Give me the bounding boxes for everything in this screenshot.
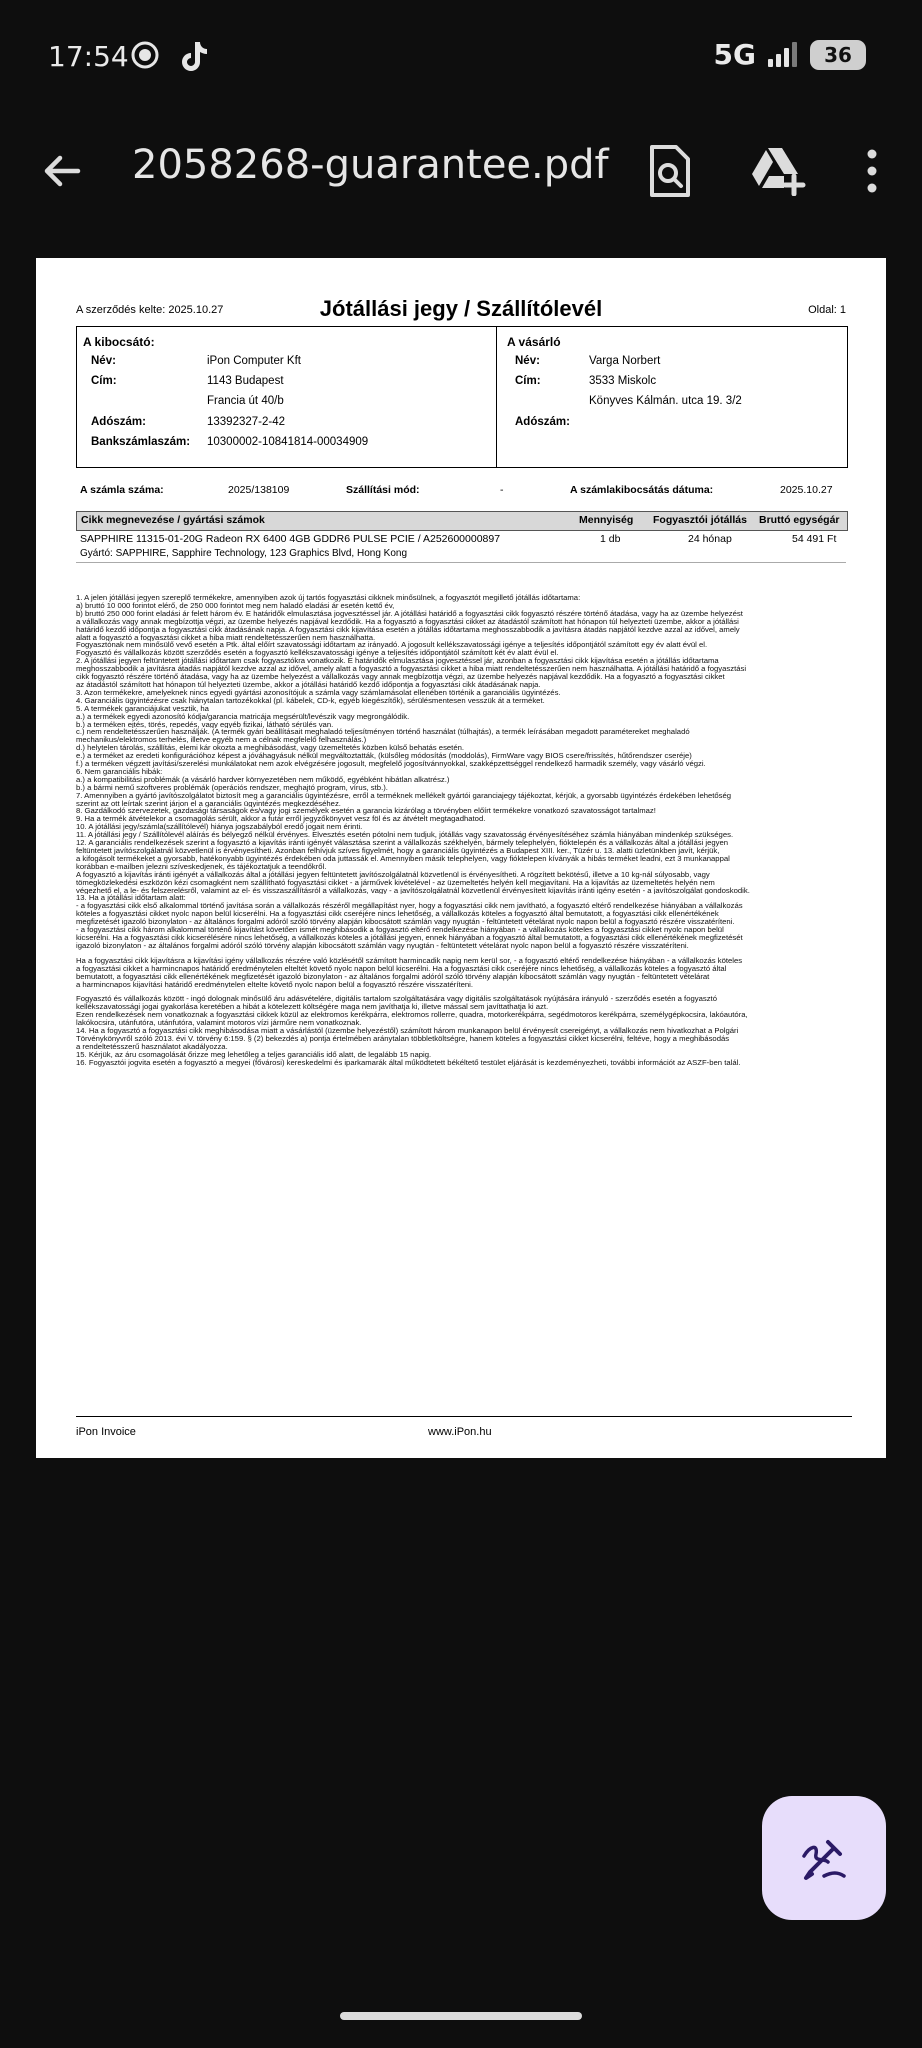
status-notification-icons bbox=[130, 40, 208, 72]
signal-icon bbox=[766, 41, 800, 69]
terms-line: 16. Fogyasztói jogvita esetén a fogyasztó a megyei (fővárosi) kereskedelmi és iparkamarák által működtetett békéltető testület eljárását is kezdeményezheti, további információt az ASZF-ben talál. bbox=[76, 1058, 741, 1067]
table-row bbox=[80, 531, 846, 547]
terms-line: a rendeltetésszerű használatot akadályozza. bbox=[76, 1042, 228, 1051]
screen-record-icon bbox=[130, 40, 160, 70]
issuer-name: iPon Computer Kft bbox=[207, 355, 301, 367]
invoice-date: 2025.10.27 bbox=[780, 484, 833, 496]
status-time: 17:54 bbox=[48, 40, 129, 73]
contract-date: A szerződés kelte: 2025.10.27 bbox=[76, 304, 224, 316]
terms-line: 7. Amennyiben a gyártó javítószolgálatot biztosít meg a garanciális ügyintézésre, erről a terméknek mellékelt gyártói garanciajegy tájékoztat, kérjük, a gyorsabb ügyintézés érdekében lehetőség bbox=[76, 791, 732, 800]
terms-line: a.) a kompatibilitási problémák (a vásárló hardver környezetében nem működő, egyébként hibátlan alkatrész.) bbox=[76, 775, 450, 784]
terms-line: 12. A garanciális rendelkezések szerint a fogyasztó a kijavítás iránti igényét választása szerint a vállalkozás székhelyén, bármely telephelyén, fióktelepén és a vállalkozás által a jótállási jegyen bbox=[76, 839, 729, 847]
issuer-bank-label: Bankszámlaszám: bbox=[91, 436, 191, 448]
terms-line: kellékszavatossági jogai gyakorlása keretében a hibát a kötelezett költségére maga nem javíthatja ki, illetve mással sem javíttathatja ki azt. bbox=[76, 1003, 549, 1012]
buyer-address-row bbox=[515, 375, 656, 387]
invoice-info bbox=[80, 484, 846, 500]
terms-line: alatt a fogyasztó a fogyasztási cikket a hiba miatt rendeltetésszerűen nem használhatta. bbox=[76, 633, 376, 642]
app-bar bbox=[0, 120, 922, 220]
col-price: Bruttó egységár bbox=[759, 514, 840, 526]
warranty-terms bbox=[76, 594, 852, 1067]
invoice-number-label: A számla száma: bbox=[80, 484, 164, 496]
issuer-tax: 13392327-2-42 bbox=[207, 416, 286, 428]
document-heading: Jótállási jegy / Szállítólevél bbox=[319, 296, 603, 321]
terms-line: 4. Garanciális ügyintézésre csak hiánytalan tartozékokkal (pl. kábelek, CD-k, egyéb kiegészítők), sérülésmentesen vesszük át a terméket. bbox=[76, 696, 545, 705]
terms-line: 11. A jótállási jegy / Szállítólevél aláírás és bélyegző nélkül érvényes. Elvesztés esetén pótolni nem tudjuk, jótállás vagy szavatosság érvényesítéséhez számla hiányában mindenkép szükséges. bbox=[76, 831, 734, 840]
terms-line: határidő kezdő időpontja a fogyasztási cikk átadásának napja. A fogyasztási cikk kijavítása esetén a jótállás időtartama meghosszabbodik a javításra átadás napjától kezdve azzal az idővel, amely bbox=[76, 625, 740, 634]
terms-line: Ezen rendelkezések nem vonatkoznak a fogyasztási cikkek közül az elektromos kerékpárra, elektromos rollerre, quadra, motorkerékpárra, segédmotoros kerékpárra, személygépkocsira, lakóautóra, bbox=[76, 1011, 748, 1020]
home-indicator[interactable] bbox=[340, 2012, 582, 2020]
buyer-name-label: Név: bbox=[515, 355, 540, 367]
terms-line: szerint az ott leírtak szerint járjon el a garanciális ügyintézés megkezdéséhez. bbox=[76, 799, 341, 808]
terms-line: 3. Azon termékekre, amelyeknek nincs egyedi gyártási azonosítójuk a számla vagy számlamásolat ellenében történik a garanciális ügyintézés. bbox=[76, 688, 561, 697]
terms-line: cikk fogyasztó részére történő átadása, vagy ha az üzembe helyezést a vállalkozás vagy annak megbízottja végzi, az üzembe helyezés napjával kezdődik. Ha a fogyasztó a fogyasztási cikket bbox=[76, 673, 725, 681]
col-warranty: Fogyasztói jótállás bbox=[653, 514, 747, 526]
terms-line: megfizetését igazoló bizonylaton - az általános forgalmi adóról szóló törvény alapján kibocsátott számlán vagy nyugtán - feltüntetett vételárat nyolc napon belül a fogyasztó részére visszatéríteni. bbox=[76, 918, 735, 927]
terms-line: feltüntetett javítószolgálatnál közvetlenül is érvényesítheti. Azonban felhívjuk szíves figyelmét, hogy a garanciális ügyintézés a Budapest XIII. ker., Tüzér u. 13. alatti üzletünkben javít, kérjük, bbox=[76, 847, 720, 855]
terms-line: d.) helytelen tárolás, szállítás, elemi kár okozta a meghibásodást, vagy üzemeltetés közben külső behatás esetén. bbox=[76, 744, 465, 753]
col-product: Cikk megnevezése / gyártási számok bbox=[81, 514, 265, 526]
terms-line: köteles a fogyasztási cikket nyolc napon belül kicserélni. Ha a fogyasztási cikk cseréjére nincs lehetőség, a vállalkozás köteles a fogyasztó által bemutatott, a fogyasztási cikk ellenértékének bbox=[76, 910, 719, 919]
col-quantity: Mennyiség bbox=[579, 514, 634, 526]
party-divider bbox=[496, 327, 497, 467]
issuer-address-row bbox=[91, 375, 284, 387]
terms-line: Fogyasztó és vállalkozás között szerződés esetén a fogyasztó kellékszavatossági igénye a teljesítés időpontjától számított két év alatt évül el. bbox=[76, 649, 559, 658]
terms-line: 2. A jótállási jegyen feltüntetett jótállási időtartam csak fogyasztókra vonatkozik. E határidők elmulasztása jogvesztéssel jár, azonban a fogyasztási cikk kijavítása esetén a jótállás időtartama bbox=[76, 657, 719, 666]
terms-line: - a fogyasztási cikk első alkalommal történő javítása során a vállalkozás részéről megállapítást nyer, hogy a fogyasztási cikk nem javítható, a fogyasztó eltérő rendelkezése hiányában a vállalkozás bbox=[76, 902, 743, 911]
row-price: 54 491 Ft bbox=[792, 533, 837, 545]
issuer-tax-label: Adószám: bbox=[91, 416, 146, 428]
terms-line: Fogyasztó és vállalkozás között - ingó dolognak minősülő áru adásvételére, digitális tartalom szolgáltatására vagy digitális szolgáltatások nyújtására irányuló - szerződés esetén a fogyasztó bbox=[76, 995, 717, 1004]
page-number: Oldal: 1 bbox=[808, 304, 846, 316]
buyer-address-line1: 3533 Miskolc bbox=[589, 375, 657, 387]
terms-line: az átadástól számított hat hónapon túl helyezteti üzembe, akkor a jótállási határidő kezdő időpontja a fogyasztási cikk átadásának napja. bbox=[76, 680, 541, 689]
terms-line: 6. Nem garanciális hibák: bbox=[76, 767, 163, 776]
party-box bbox=[76, 326, 848, 468]
terms-line: 14. Ha a fogyasztó a fogyasztási cikk meghibásodása miatt a vásárlástól (üzembe helyezéstől) számított három munkanapon belül érvényesít csereigényt, a vállalkozás nem hivatkozhat a Polgári bbox=[76, 1027, 739, 1035]
terms-line: 1. A jelen jótállási jegyen szereplő termékekre, amennyiben azok új tartós fogyasztási cikknek minősülnek, a fogyasztót megillető jótállás időtartama: bbox=[76, 594, 581, 602]
terms-line: a fogyasztási cikket a harmincnapos határidő eredménytelen elteltét követő nyolc napon belül kicserélni. Ha a fogyasztási cikk cseréjére nincs lehetőség, a vállalkozás köteles a fogyasztó által bbox=[76, 964, 727, 973]
terms-line: a) bruttó 10 000 forintot elérő, de 250 000 forintot meg nem haladó eladási ár esetén kettő év, bbox=[76, 601, 395, 610]
terms-line: 10. A jótállási jegy/számla(szállítólevél) hiánya jogszabályból eredő jogait nem érinti. bbox=[76, 823, 363, 832]
buyer-address-row2 bbox=[589, 395, 742, 407]
issuer-tax-row bbox=[91, 416, 285, 428]
terms-line: Törvénykönyvről szóló 2013. évi V. törvény 6:159. § (2) bekezdés a) pontja értelmében aránytalan többletköltségre, hanem köteles a fogyasztási cikket kicserélni, feltéve, hogy a meghibásodás bbox=[76, 1034, 730, 1043]
back-arrow-icon[interactable] bbox=[38, 146, 88, 196]
terms-line: b.) a bármi nemű szoftveres problémák (operációs rendszer, meghajtó program, vírus, stb.). bbox=[76, 783, 388, 792]
terms-line: 8. Gazdálkodó szervezetek, gazdasági társaságok és/vagy jogi személyek esetén a garancia kizárólag a törvényben előírt termékekre vonatkozó szavatosságot tartalmaz! bbox=[76, 807, 656, 816]
issuer-address-label: Cím: bbox=[91, 375, 117, 387]
issuer-bank: 10300002-10841814-00034909 bbox=[207, 436, 369, 448]
issuer-address-line1: 1143 Budapest bbox=[207, 375, 284, 387]
buyer-heading: A vásárló bbox=[507, 335, 561, 349]
terms-line: a kifogásolt termékeket a gyorsabb, hatékonyabb ügyintézés érdekében oda juttassák el. Amennyiben másik telephelyen, vagy fióktelepen kíványák a hibás terméket leadni, ezt 3 munkanappal bbox=[76, 854, 730, 863]
row-manufacturer: Gyártó: SAPPHIRE, Sapphire Technology, 123 Graphics Blvd, Hong Kong bbox=[80, 548, 408, 559]
buyer-name-row bbox=[515, 355, 660, 367]
row-product: SAPPHIRE 11315-01-20G Radeon RX 6400 4GB GDDR6 PULSE PCIE / A252600000897 bbox=[80, 533, 501, 545]
terms-gap bbox=[76, 988, 852, 995]
terms-line: 9. Ha a termék átvételekor a csomagolás sérült, akkor a futár erről jegyzőkönyvet vesz föl és az átvételt megtagadhatod. bbox=[76, 815, 486, 824]
pdf-page[interactable] bbox=[36, 258, 886, 1458]
terms-line: végezhető el, a le- és felszerelésről, valamint az el- és visszaszállításról a vállalkozás, vagy - a javítószolgálatnál közvetlenül érvényesített kijavítás iránti igény esetén - a javítószolgálat gondoskodik. bbox=[76, 886, 750, 895]
terms-line: igazoló bizonylaton - az általános forgalmi adóról szóló törvény alapján kibocsátott számlán vagy nyugtán - feltüntetett vételárat nyolc napon belül a fogyasztó részére visszatéríteni. bbox=[76, 941, 689, 950]
status-system-icons bbox=[714, 38, 866, 71]
terms-line: a harmincnapos kijavítási határidő eredménytelen eltelte követő nyolc napon belül a fogyasztó részére visszatéríteni. bbox=[76, 980, 473, 989]
invoice-number: 2025/138109 bbox=[228, 484, 290, 496]
buyer-tax-label: Adószám: bbox=[515, 416, 570, 428]
status-bar bbox=[0, 0, 922, 110]
terms-line: korábban e-mailben jelezni szíveskedjenek, és tájékoztatjuk a teendőkről. bbox=[76, 862, 327, 871]
buyer-name: Varga Norbert bbox=[589, 355, 661, 367]
terms-line: Ha a fogyasztási cikk kijavításra a kijavítási igény vállalkozás részére való közlésétől számított harmincadik napig nem kerül sor, - a fogyasztó eltérő rendelkezése hiányában - a vállalkozás köteles bbox=[76, 956, 743, 965]
items-table-header bbox=[76, 511, 848, 531]
add-to-drive-icon[interactable] bbox=[750, 144, 806, 196]
buyer-address-line2: Könyves Kálmán. utca 19. 3/2 bbox=[589, 395, 742, 407]
invoice-date-label: A számlakibocsátás dátuma: bbox=[570, 484, 714, 496]
issuer-name-row bbox=[91, 355, 301, 367]
terms-line: b) bruttó 250 000 forint eladási ár felett három év. E határidők elmulasztása jogvesztéssel jár. A jótállási határidő a fogyasztási cikk fogyasztó részére történő átadása, vagy ha az üzembe helyezést bbox=[76, 609, 743, 618]
terms-line: mechanikus/elektromos terhelés, illetve egyéb nem a célnak megfelelő felhasználás.) bbox=[76, 736, 367, 745]
terms-gap bbox=[76, 950, 852, 957]
more-options-icon[interactable] bbox=[862, 146, 882, 196]
terms-line: kicserélni. Ha a fogyasztási cikk kicserélésére nincs lehetőség, a vállalkozás köteles a jótállási jegyen, ennek hiányában a fogyasztó által bemutatott, a fogyasztási cikk ellenértékének megfizetését bbox=[76, 933, 743, 942]
terms-line: 15. Kérjük, az áru csomagolását őrizze meg lehetőleg a teljes garanciális idő alatt, de legalább 15 napig. bbox=[76, 1050, 432, 1059]
terms-line: b.) a terméken ejtés, törés, repedés, vagy egyéb fizikai, látható sérülés van. bbox=[76, 720, 334, 729]
terms-line: tömegközlekedési eszközön kézi csomagként nem szállítható fogyasztási cikket - a járművek kivételével - az üzemeltetés helyén kell megjavítani. Ha a kijavítás az üzemeltetés helyén nem bbox=[76, 878, 715, 887]
edit-fab[interactable] bbox=[762, 1796, 886, 1920]
search-document-icon[interactable] bbox=[646, 144, 692, 198]
tiktok-icon bbox=[178, 40, 208, 72]
table-divider bbox=[76, 562, 846, 563]
row-warranty: 24 hónap bbox=[688, 533, 732, 545]
terms-line: A fogyasztó a kijavítás iránti igényét a vállalkozás által a jótállási jegyen feltüntetett javítószolgálatnál közvetlenül is érvényesítheti. A rögzített bekötésű, illetve a 10 kg-nál súlyosabb, vagy bbox=[76, 870, 710, 879]
terms-line: lakókocsira, utánfutóra, utánfutóra, valamint motoros vízi járműre nem vonatkoznak. bbox=[76, 1019, 362, 1028]
buyer-tax-row bbox=[515, 416, 589, 428]
footer-left: iPon Invoice bbox=[76, 1426, 136, 1438]
terms-line: 13. Ha a jótállási időtartam alatt: bbox=[76, 894, 186, 903]
row-quantity: 1 db bbox=[600, 533, 621, 545]
issuer-address-line2: Francia út 40/b bbox=[207, 395, 284, 407]
terms-line: c.) nem rendeltetésszerűen használják. (A termék gyári beállításait meghaladó teljesítményen történő használat (túlhajtás), a termék leírásában megadott paramétereket meghaladó bbox=[76, 728, 690, 737]
issuer-heading: A kibocsátó: bbox=[83, 335, 155, 349]
buyer-address-label: Cím: bbox=[515, 375, 541, 387]
shipping-value: - bbox=[500, 484, 504, 496]
terms-line: f.) a terméken végzett javítási/szerelési munkálatokat nem azok elvégzésére jogosult, megfelelő jogosítvánnyokkal, szakképzettséggel rendelkező harmadik személy, vagy vásárló végzi. bbox=[76, 760, 706, 768]
footer-website: www.iPon.hu bbox=[428, 1426, 492, 1438]
terms-line: bemutatott, a fogyasztási cikk ellenértékének megfizetését igazoló bizonylaton - az általános forgalmi adóról szóló törvény alapján kibocsátott számlán vagy nyugtán - feltüntetett vételárat bbox=[76, 972, 710, 981]
terms-line: Fogyasztónak nem minősülő vevő esetén a Ptk. által előírt szavatossági időtartam az irányadó. A jogosult kellékszavatossági igénye a teljesítés időpontjától számított egy év alatt évül el. bbox=[76, 641, 708, 650]
terms-line: e.) a terméket az eredeti konfigurációhoz képest a jóváhagyásuk nélkül megváltoztatták, (külsőleg módosítás (moddolás), FirmWare vagy BIOS csere/frissítés, hűtőrendszer cseréje) bbox=[76, 752, 692, 761]
issuer-name-label: Név: bbox=[91, 355, 116, 367]
terms-line: a vállalkozás vagy annak megbízottja végzi, az üzembe helyezés napjával kezdődik. Ha a fogyasztó a fogyasztási cikket az átadástól számított hat hónapon túl helyezteti üzembe, akkor a jótállási bbox=[76, 617, 739, 626]
shipping-label: Szállítási mód: bbox=[346, 484, 420, 496]
terms-line: a.) a termékek egyedi azonosító kódja/garancia matricája megsérült/levészik vagy megrongálódik. bbox=[76, 712, 410, 721]
edit-pen-icon bbox=[798, 1832, 850, 1884]
battery-icon: 36 bbox=[810, 40, 866, 70]
issuer-bank-row bbox=[91, 436, 368, 448]
terms-line: - a fogyasztási cikk három alkalommal történő kijavítást követően ismét meghibásodik a fogyasztó eltérő rendelkezése hiányában - a vállalkozás köteles a fogyasztási cikket nyolc napon belül bbox=[76, 926, 724, 934]
document-title: 2058268-guarantee.pdf bbox=[132, 142, 609, 188]
footer-divider bbox=[76, 1416, 852, 1417]
terms-line: meghosszabbodik a javításra átadás napjától kezdve azzal az idővel, amely alatt a fogyasztó a fogyasztási cikket a hiba miatt rendeltetésszerűen nem használhatta. A jótállási határidő a fogyasztási bbox=[76, 665, 747, 674]
issuer-address-row2 bbox=[207, 395, 284, 407]
terms-line: 5. A termékek garanciájukat vesztik, ha bbox=[76, 704, 209, 713]
network-type: 5G bbox=[713, 38, 756, 71]
